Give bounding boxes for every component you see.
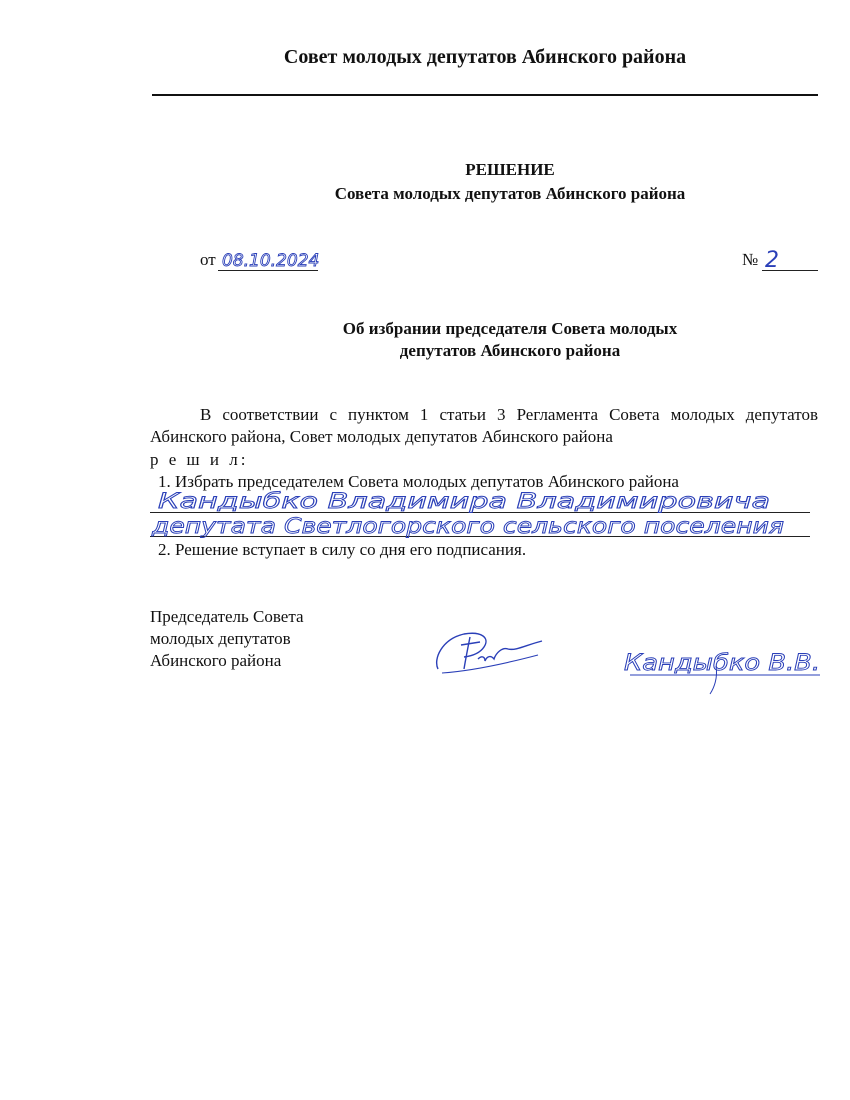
decision-item-1: 1. Избрать председателем Совета молодых депутатов Абинского района (158, 472, 679, 491)
number-value: 2 (765, 248, 779, 272)
candidate-name: Кандыбко Владимира Владимировича (158, 489, 770, 513)
handwritten-candidate (148, 488, 818, 540)
subject-line-2: депутатов Абинского района (399, 341, 621, 360)
candidate-position: депутата Светлогорского сельского поселения (150, 514, 784, 538)
document-type: РЕШЕНИЕ (465, 160, 555, 179)
handwritten-chairman-name (620, 628, 830, 698)
chairman-title-line-1: Председатель Совета (150, 607, 304, 626)
organization-header: Совет молодых депутатов Абинского района (283, 46, 687, 68)
subject-line-1: Об избрании председателя Совета молодых (342, 319, 678, 338)
decision-subject (250, 318, 770, 362)
date-label: от (200, 250, 216, 269)
handwritten-signature (430, 625, 555, 680)
header-divider (152, 94, 818, 96)
chairman-title-line-3: Абинского района (150, 651, 282, 670)
chairman-title (150, 606, 304, 672)
decided-label: р е ш и л: (150, 450, 249, 469)
handwritten-date (220, 248, 320, 272)
date-value: 08.10.2024 (222, 251, 320, 271)
handwritten-number (763, 244, 793, 272)
document-issuer: Совета молодых депутатов Абинского района (334, 184, 686, 203)
number-label: № (742, 250, 759, 269)
chairman-title-line-2: молодых депутатов (150, 629, 291, 648)
decision-item-2: 2. Решение вступает в силу со дня его подписания. (158, 540, 527, 559)
chairman-name: Кандыбко В.В. (624, 651, 820, 676)
preamble-paragraph: В соответствии с пунктом 1 статьи 3 Регламента Совета молодых депутатов Абинского района, Совет молодых депутатов Абинского района (150, 405, 818, 446)
